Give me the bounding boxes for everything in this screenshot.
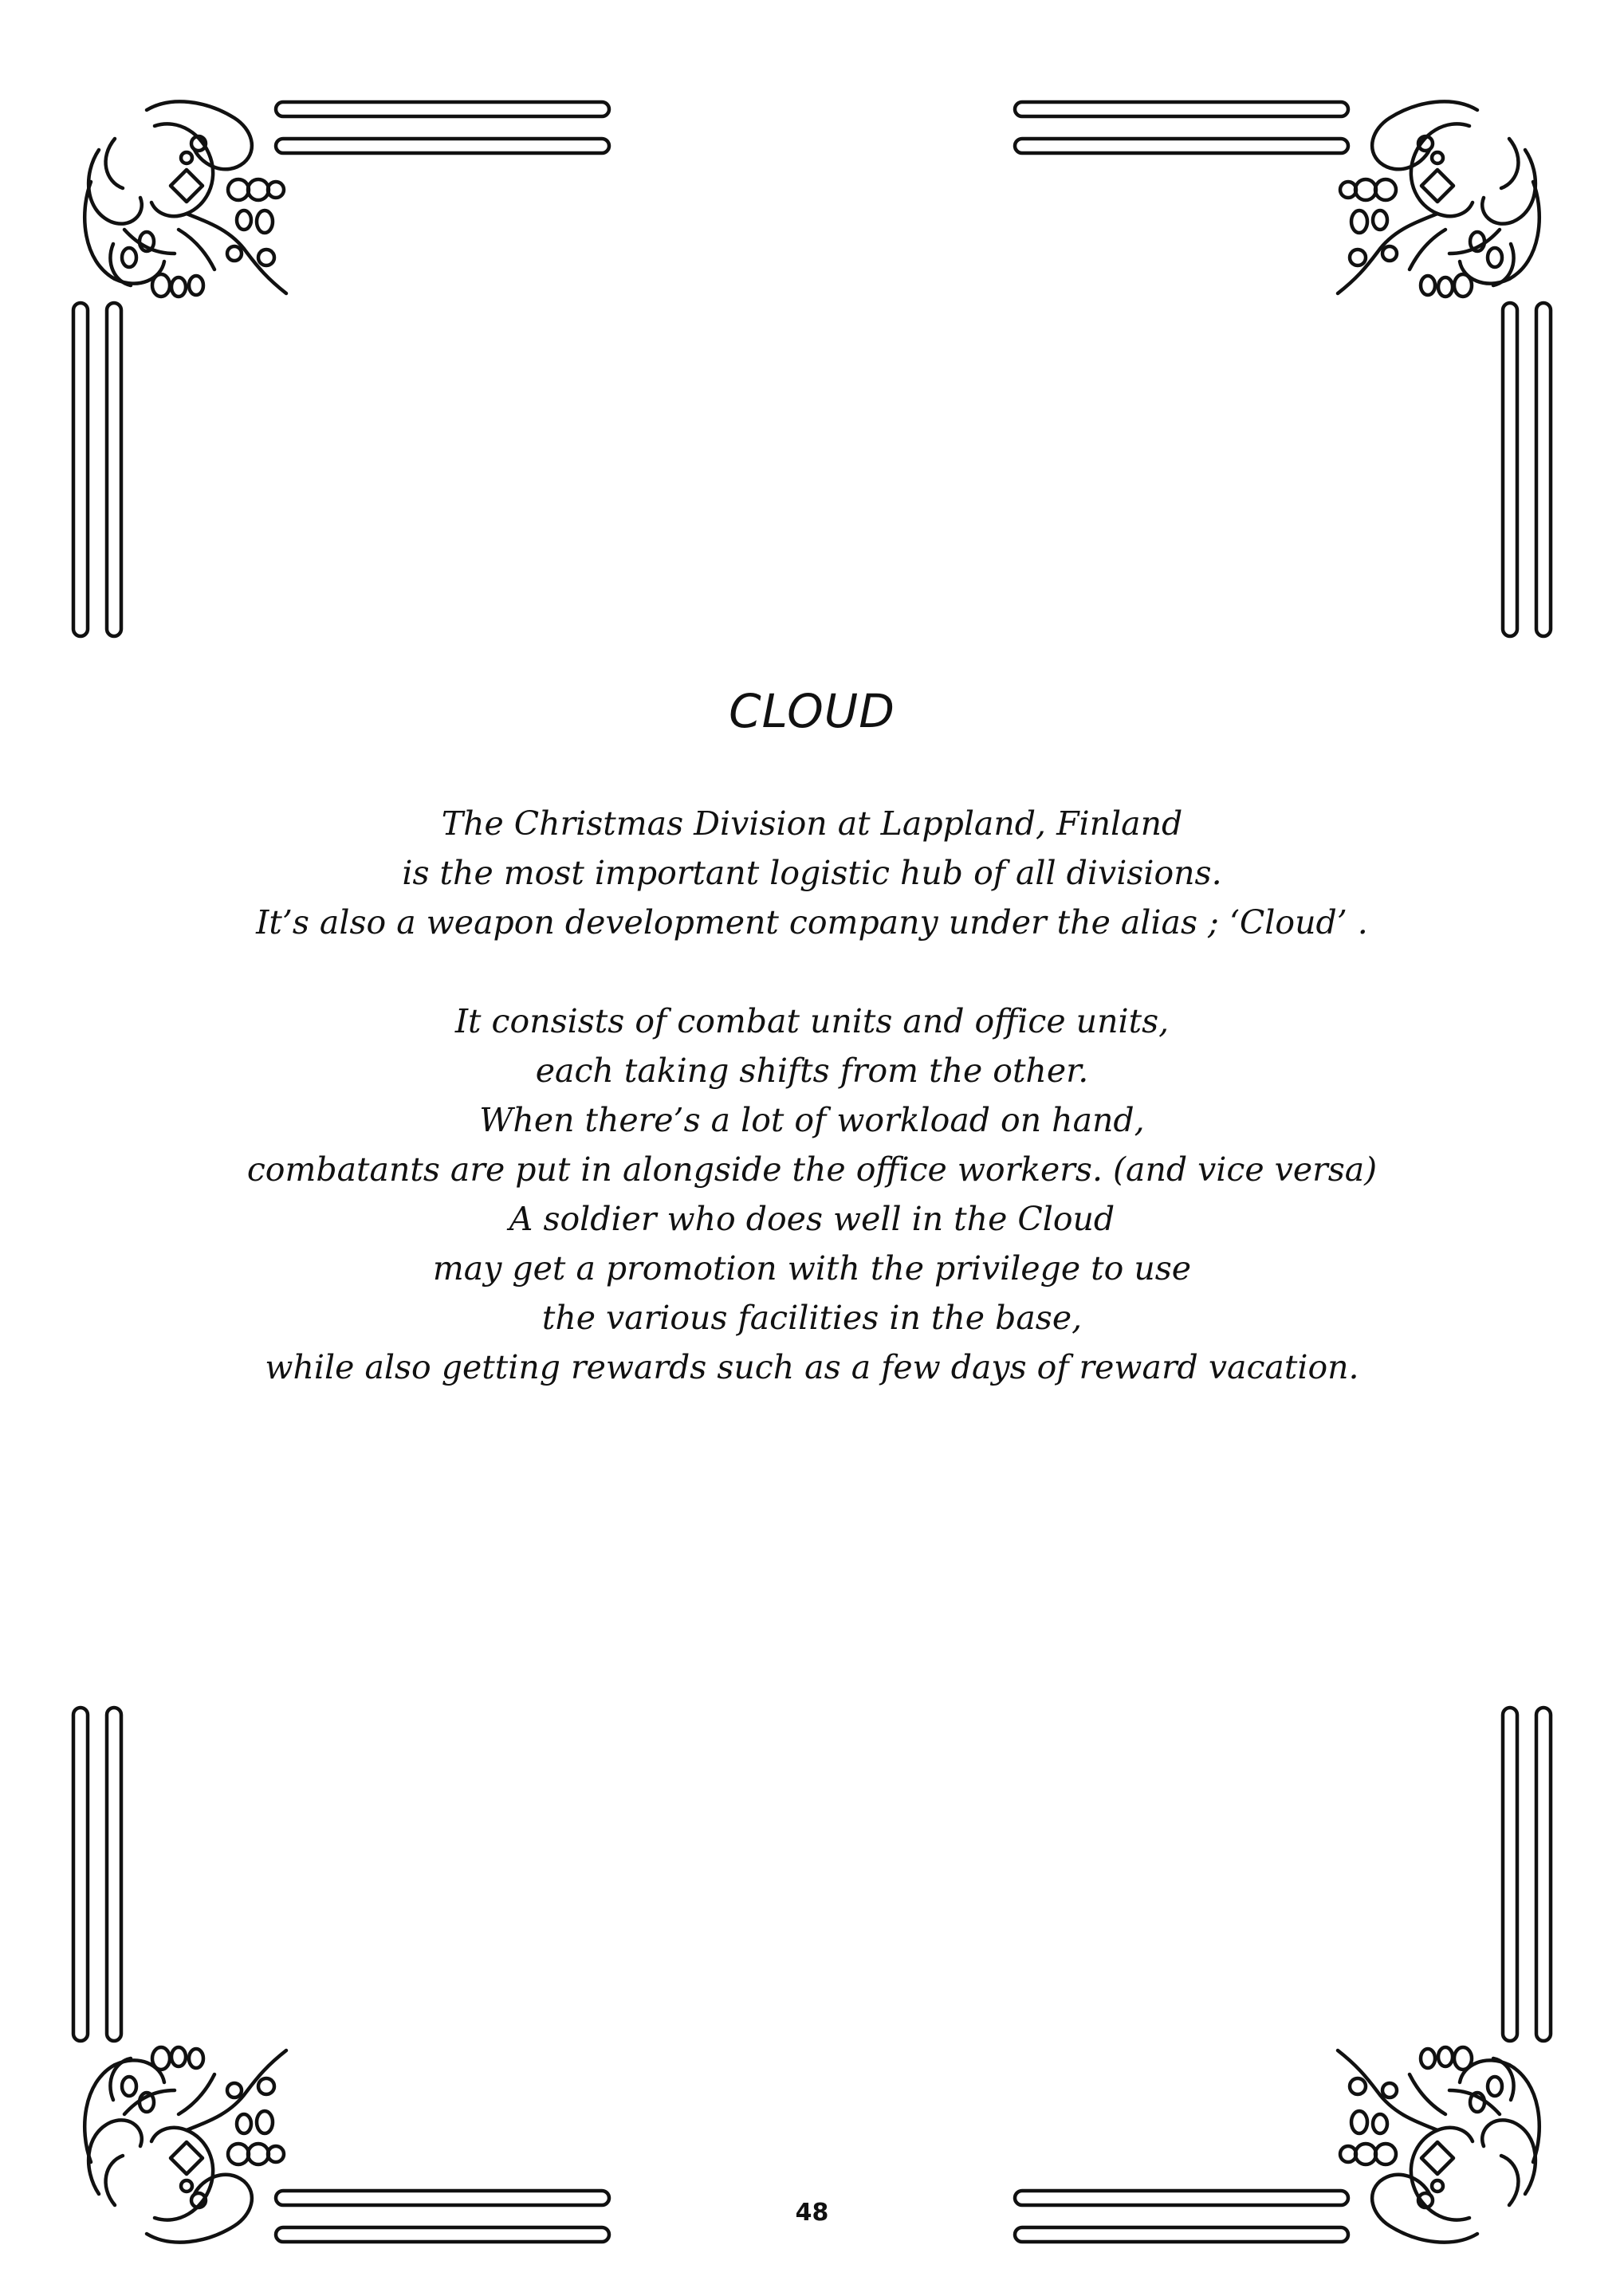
paragraph-details (128, 997, 1496, 1392)
text-line: combatants are put in alongside the office workers. (and vice versa) (246, 1150, 1378, 1189)
text-line: may get a promotion with the privilege to use (432, 1249, 1192, 1288)
text-line: the various facilities in the base, (541, 1299, 1083, 1337)
text-line: The Christmas Division at Lappland, Finland (441, 804, 1183, 843)
paragraph-intro (128, 799, 1496, 947)
corner-ornament-bottom-right (967, 1660, 1557, 2250)
corner-ornament-bottom-left (67, 1660, 657, 2250)
page-title: CLOUD (729, 684, 895, 738)
text-line: A soldier who does well in the Cloud (509, 1200, 1115, 1238)
text-line: It’s also a weapon development company under the alias ; ‘Cloud’ . (256, 903, 1368, 942)
corner-ornament-top-left (67, 94, 657, 684)
text-line: When there’s a lot of workload on hand, (479, 1101, 1145, 1139)
text-line: It consists of combat units and office units, (454, 1002, 1170, 1040)
corner-ornament-top-right (967, 94, 1557, 684)
page-number: 48 (795, 2199, 829, 2227)
text-line: while also getting rewards such as a few days of reward vacation. (265, 1348, 1359, 1386)
text-line: is the most important logistic hub of all divisions. (402, 854, 1222, 892)
text-line: each taking shifts from the other. (535, 1052, 1089, 1090)
